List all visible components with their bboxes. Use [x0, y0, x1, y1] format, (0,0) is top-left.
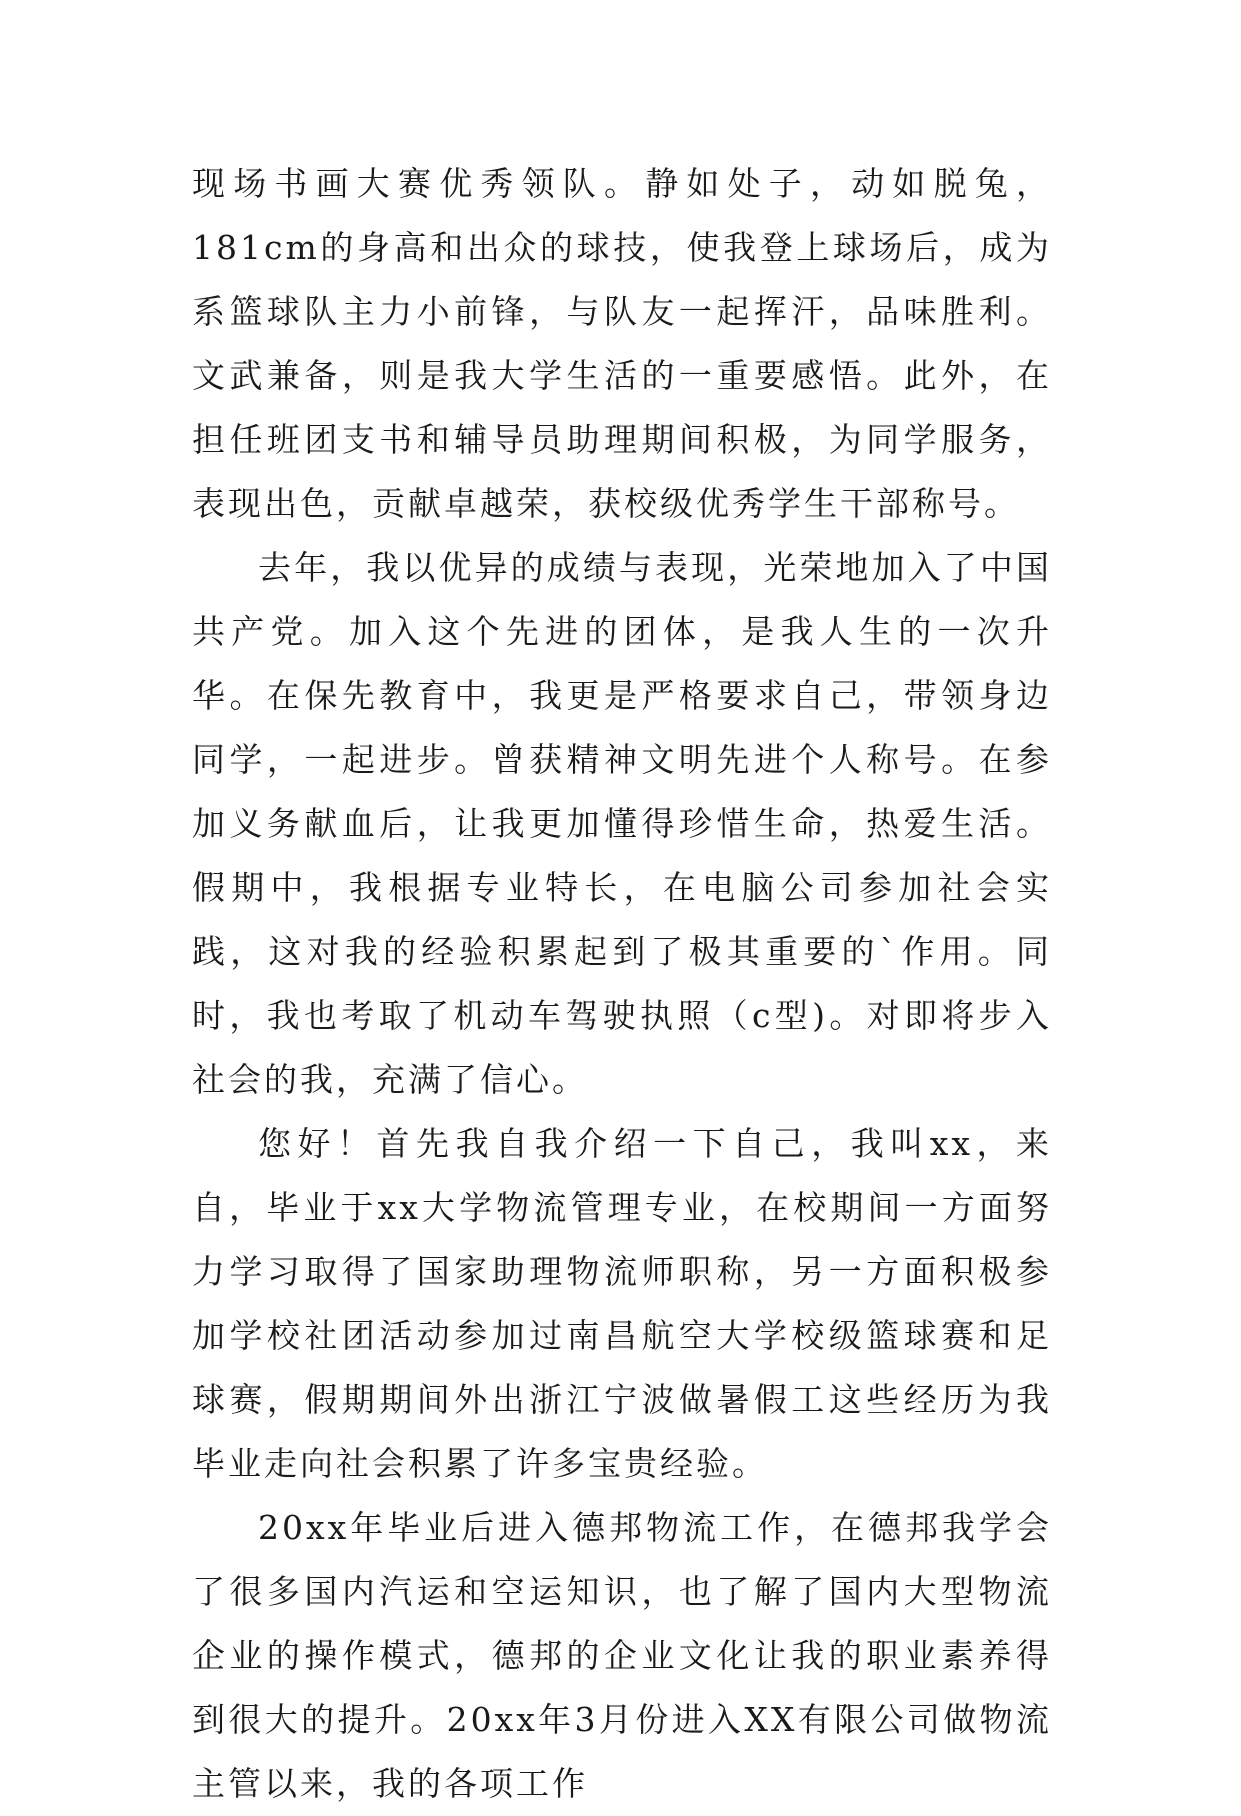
paragraph-4: 20xx年毕业后进入德邦物流工作，在德邦我学会了很多国内汽运和空运知识，也了解了国内大型物流企业的操作模式，德邦的企业文化让我的职业素养得到很大的提升。20xx年3月份进入XX有限公司做物流主管以来，我的各项工作: [192, 1508, 1052, 1803]
paragraph-2: 去年，我以优异的成绩与表现，光荣地加入了中国共产党。加入这个先进的团体，是我人生的一次升华。在保先教育中，我更是严格要求自己，带领身边同学，一起进步。曾获精神文明先进个人称号。在参加义务献血后，让我更加懂得珍惜生命，热爱生活。假期中，我根据专业特长，在电脑公司参加社会实践，这对我的经验积累起到了极其重要的`作用。同时，我也考取了机动车驾驶执照（c型)。对即将步入社会的我，充满了信心。: [192, 548, 1052, 1099]
paragraph-1: 现场书画大赛优秀领队。静如处子，动如脱兔，181cm的身高和出众的球技，使我登上球场后，成为系篮球队主力小前锋，与队友一起挥汗，品味胜利。文武兼备，则是我大学生活的一重要感悟。此外，在担任班团支书和辅导员助理期间积极，为同学服务，表现出色，贡献卓越荣，获校级优秀学生干部称号。: [192, 164, 1052, 523]
paragraph-3: 您好！首先我自我介绍一下自己，我叫xx，来自，毕业于xx大学物流管理专业，在校期间一方面努力学习取得了国家助理物流师职称，另一方面积极参加学校社团活动参加过南昌航空大学校级篮球赛和足球赛，假期期间外出浙江宁波做暑假工这些经历为我毕业走向社会积累了许多宝贵经验。: [192, 1124, 1052, 1483]
document-body: [192, 152, 1052, 1816]
